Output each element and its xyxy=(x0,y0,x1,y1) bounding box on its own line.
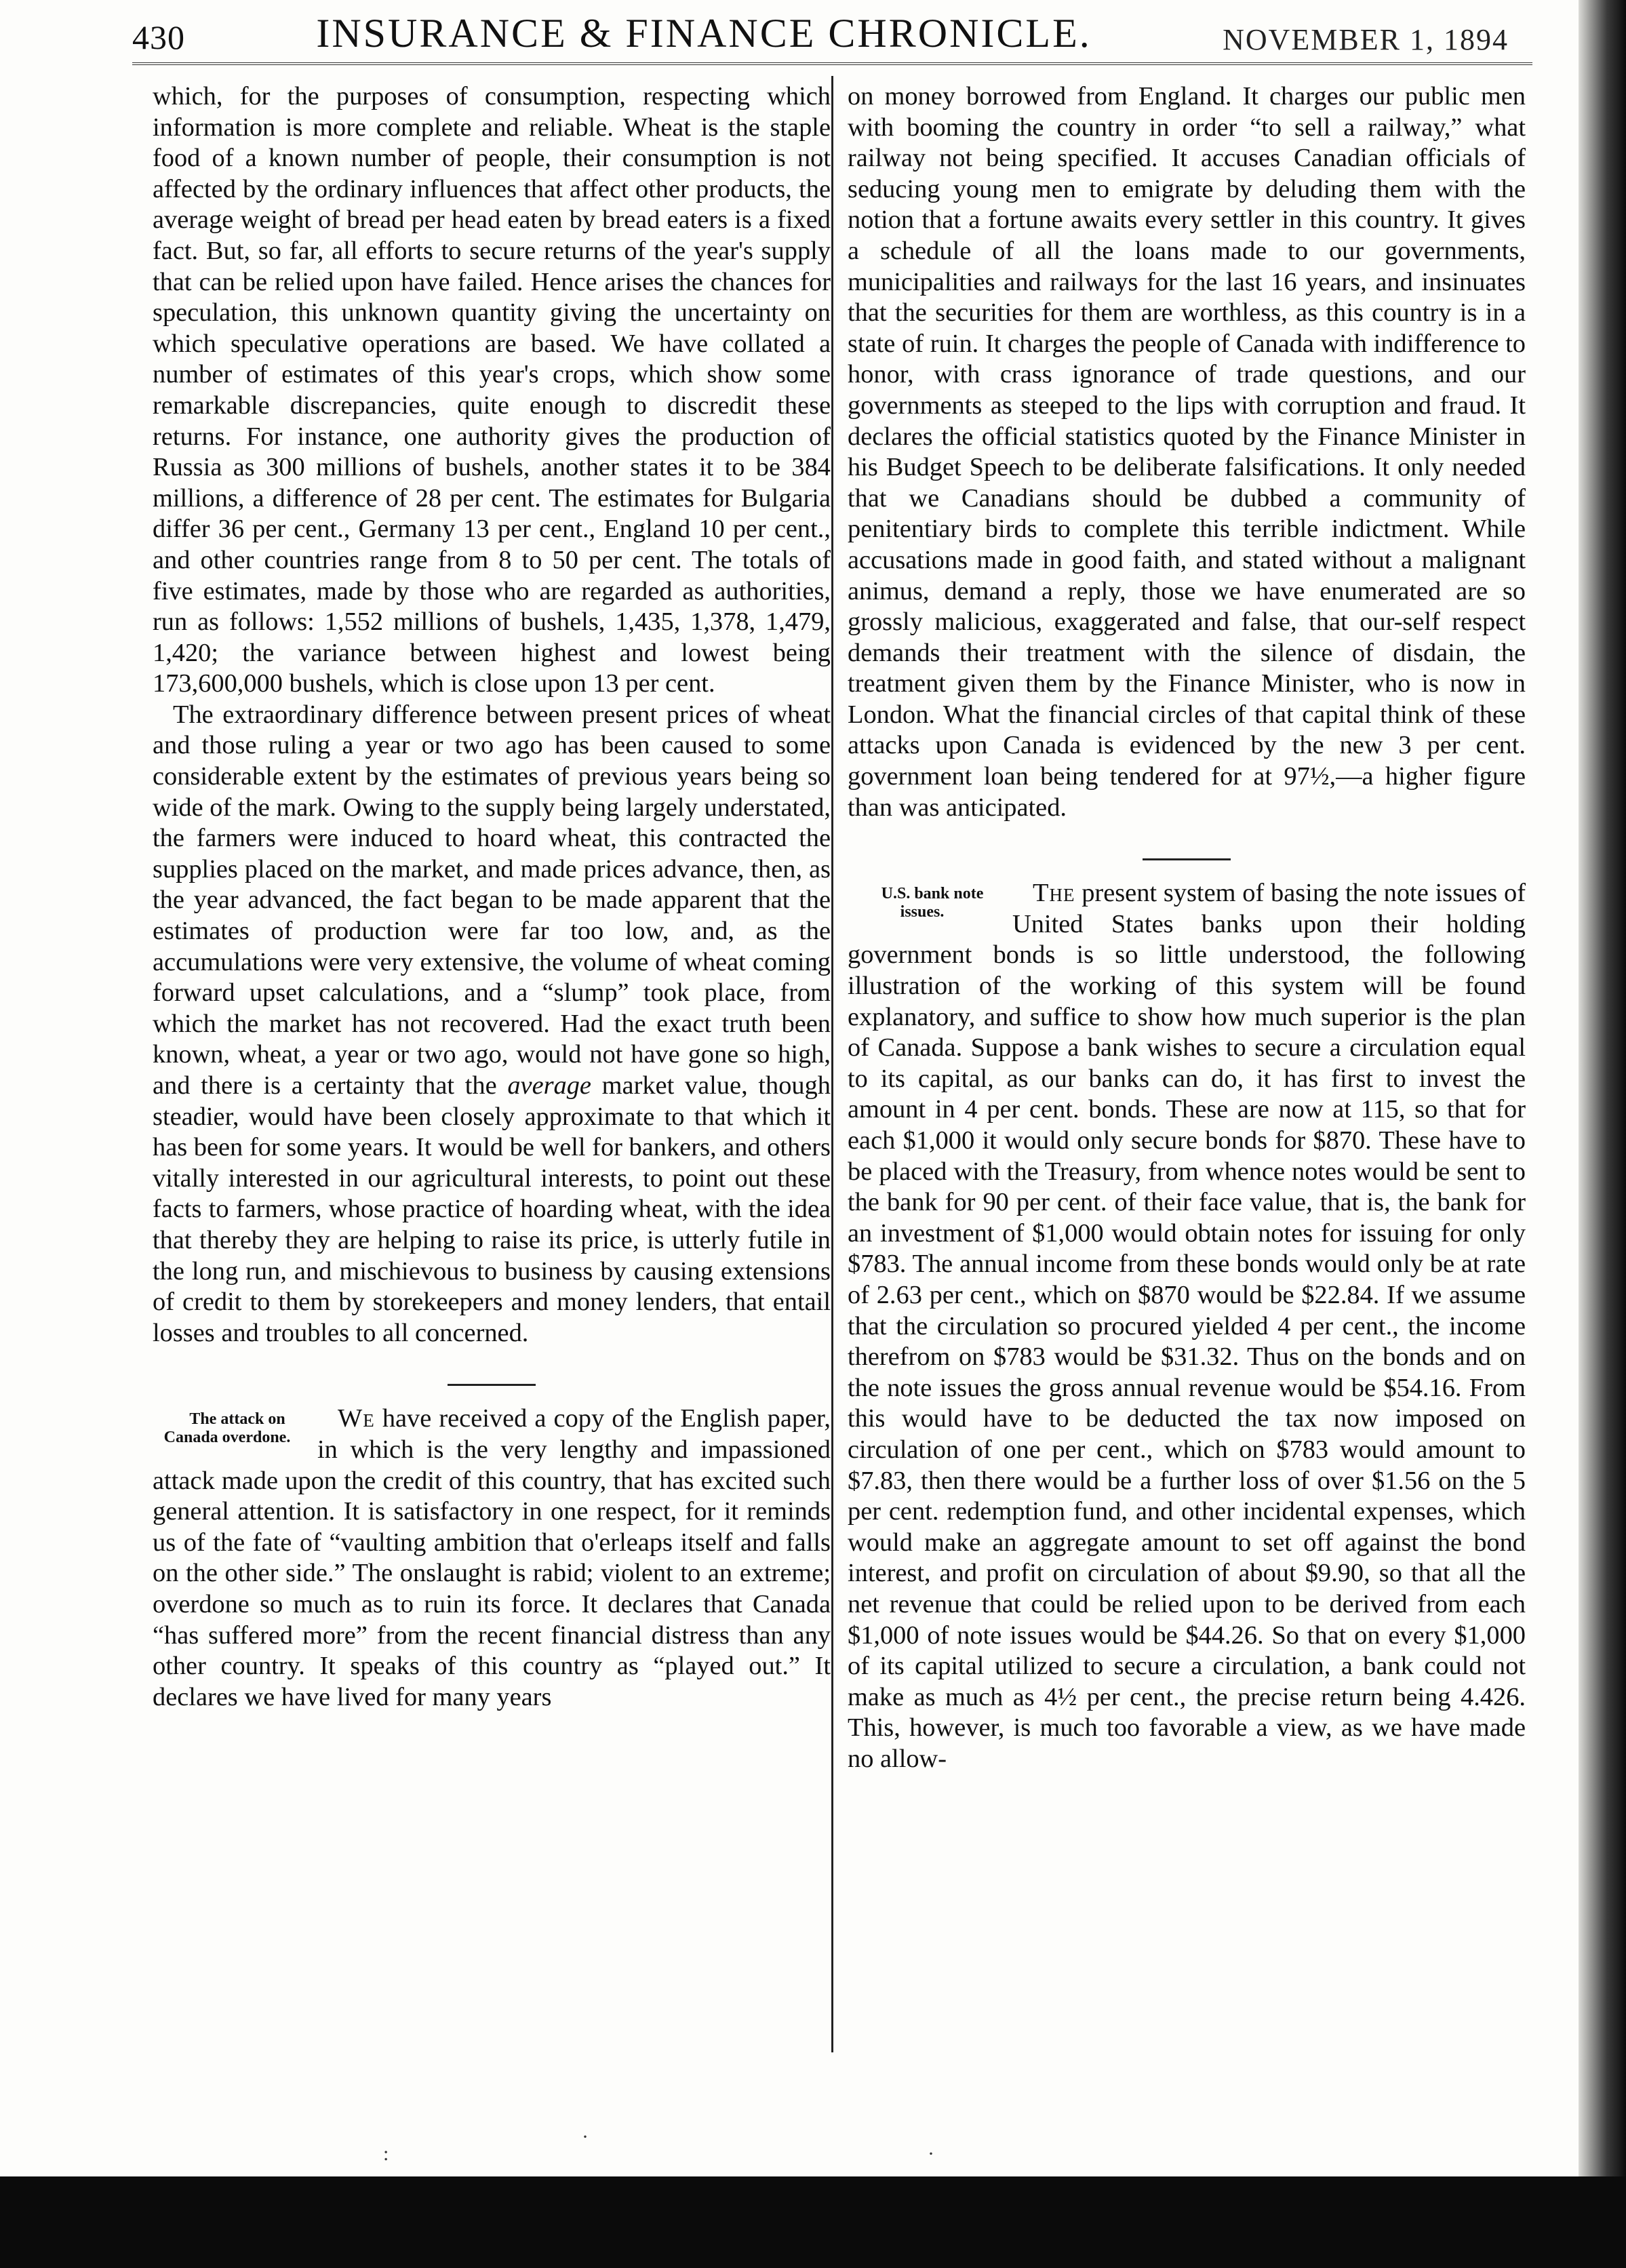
wheat-paragraph-2 xyxy=(153,700,831,1349)
print-speck: : xyxy=(383,2143,389,2165)
attack-continuation-paragraph: on money borrowed from England. It charges our public men with booming the country in order “to sell a railway,” what railway not being specified. It accuses Canadian officials of seducing young men to emigrate by deluding them with the notion that a fortune awaits every settler in this country. It gives a schedule of all the loans made to our governments, municipalities and railways for the last 16 years, and insinuates that the securities for them are worthless, as this country is in a state of ruin. It charges the people of Canada with indifference to honor, with crass ignorance of trade questions, and our governments as steeped to the lips with corruption and fraud. It declares the official statistics quoted by the Finance Minister in his Budget Speech to be deliberate falsifications. It only needed that we Canadians should be dubbed a community of penitentiary birds to complete this terrible indictment. While accusations made in good faith, and stated without a malignant animus, demand a reply, those we have enumerated are so grossly malicious, exaggerated and false, that our-self respect demands their treatment with the silence of disdain, the treatment given them by the Finance Minister, who is now in London. What the financial circles of that capital think of these attacks upon Canada is evidenced by the new 3 per cent. government loan being tendered for at 97½,—a higher figure than was anticipated. xyxy=(848,82,1526,822)
attack-paragraph-text: have received a copy of the English paper, in which is the very lengthy and impassioned attack made upon the credit of this country, that has excited such general attention. It is satisfactory in one respect, for it reminds us of the fate of “vaulting ambition that o'erleaps itself and falls on the other side.” The onslaught is rabid; violent to an extreme; overdone so much as to ruin its force. It declares that Canada “has suffered more” from the recent financial distress than any other country. It speaks of this country as “played out.” It declares we have lived for many years xyxy=(153,1404,831,1711)
sidenote-us-bank-note-issues: U.S. bank note issues. xyxy=(881,885,984,921)
page-number: 430 xyxy=(132,18,185,56)
left-column xyxy=(153,81,831,1713)
bank-note-paragraph-text: present system of basing the note issues of United States banks upon their holding government bonds is so little understood, the following illustration of the working of this system will be found explanatory, and suffice to show how much superior is the plan of Canada. Suppose a bank wishes to secure a circulation equal to its capital, as our banks can do, it has first to invest the amount in 4 per cent. bonds. These are now at 115, so that for each $1,000 it would only secure bonds for $870. These have to be placed with the Treasury, from whence notes would be sent to the bank for 90 per cent. of their face value, that is, the bank for an investment of $1,000 would obtain notes for issuing for only $783. The annual income from these bonds would only be at rate of 2.63 per cent., which on $870 would be $22.84. If we assume that the circulation so procured yielded 4 per cent., the income therefrom on $783 would be $31.32. Thus on the bonds and on the note issues the gross annual revenue would be $54.16. From this would have to be deducted the tax now imposed on circulation of one per cent., which on $783 would amount to $7.83, then there would be a further loss of over $1.56 on the 5 per cent. redemption fund, and other incidental expenses, which would make an aggregate amount to set off against the bond interest, and profit on circulation of about $9.90, so that all the net revenue that could be relied upon to be derived from each $1,000 of note issues would be $44.26. So that on every $1,000 of its capital utilized to secure a circulation, a bank could not make as much as 4½ per cent., the precise return being 4.426. This, however, is much too favorable a view, as we have made no allow- xyxy=(848,879,1526,1773)
masthead-title: INSURANCE & FINANCE CHRONICLE. xyxy=(316,11,1092,56)
scan-edge-shadow xyxy=(1579,0,1626,2268)
sidenote-attack-on-canada: The attack on Canada overdone. xyxy=(163,1410,291,1447)
wheat-paragraph-2-text-end: market value, though steadier, would have been closely approximate to that which it has been for some years. It would be well for bankers, and others vitally interested in our agricultural interests, to point out these facts to farmers, whose practice of hoarding wheat, with the idea that thereby they are helping to raise its price, is utterly futile in the long run, and mischievous to business by causing extensions of credit to them by storekeepers and money lenders, that entail losses and troubles to all concerned. xyxy=(153,1071,831,1347)
lead-word: We xyxy=(338,1404,375,1433)
bank-note-paragraph xyxy=(848,878,1526,1774)
header-rule xyxy=(132,62,1532,65)
scan-bottom-border xyxy=(0,2176,1626,2268)
section-divider xyxy=(448,1384,536,1386)
column-divider xyxy=(831,76,833,2052)
print-speck: · xyxy=(582,2126,589,2148)
emphasis-word: average xyxy=(507,1071,591,1100)
section-divider xyxy=(1143,858,1231,860)
issue-date: NOVEMBER 1, 1894 xyxy=(1223,23,1509,56)
page-header xyxy=(132,9,1509,57)
print-speck: · xyxy=(928,2143,934,2165)
attack-paragraph xyxy=(153,1404,831,1713)
wheat-paragraph-2-text: The extraordinary difference between present prices of wheat and those ruling a year or two ago has been caused to some considerable extent by the estimates of previous years being so wide of the mark. Owing to the supply being largely understated, the farmers were induced to hoard wheat, this contracted the supplies placed on the market, and made prices advance, then, as the year advanced, the fact began to be made apparent that the estimates of production were far too low, and, as the accumulations were very extensive, the volume of wheat coming forward upset calculations, and a “slump” took place, from which the market has not recovered. Had the exact truth been known, wheat, a year or two ago, would not have gone so high, and there is a certainty that the xyxy=(153,700,831,1100)
lead-word: The xyxy=(1033,879,1075,908)
wheat-paragraph-1: which, for the purposes of consumption, respecting which information is more complete and reliable. Wheat is the staple food of a known number of people, their consumption is not affected by the ordinary influences that affect other products, the average weight of bread per head eaten by bread eaters is a fixed fact. But, so far, all efforts to secure returns of the year's supply that can be relied upon have failed. Hence arises the chances for speculation, this unknown quantity giving the uncertainty on which speculative operations are based. We have collated a number of estimates of this year's crops, which show some remarkable discrepancies, quite enough to discredit these returns. For instance, one authority gives the production of Russia as 300 millions of bushels, another states it to be 384 millions, a difference of 28 per cent. The estimates for Bulgaria differ 36 per cent., Germany 13 per cent., England 10 per cent., and other countries range from 8 to 50 per cent. The totals of five estimates, made by those who are regarded as authorities, run as follows: 1,552 millions of bushels, 1,435, 1,378, 1,479, 1,420; the variance between highest and lowest being 173,600,000 bushels, which is close upon 13 per cent. xyxy=(153,82,831,698)
right-column xyxy=(848,81,1526,1774)
